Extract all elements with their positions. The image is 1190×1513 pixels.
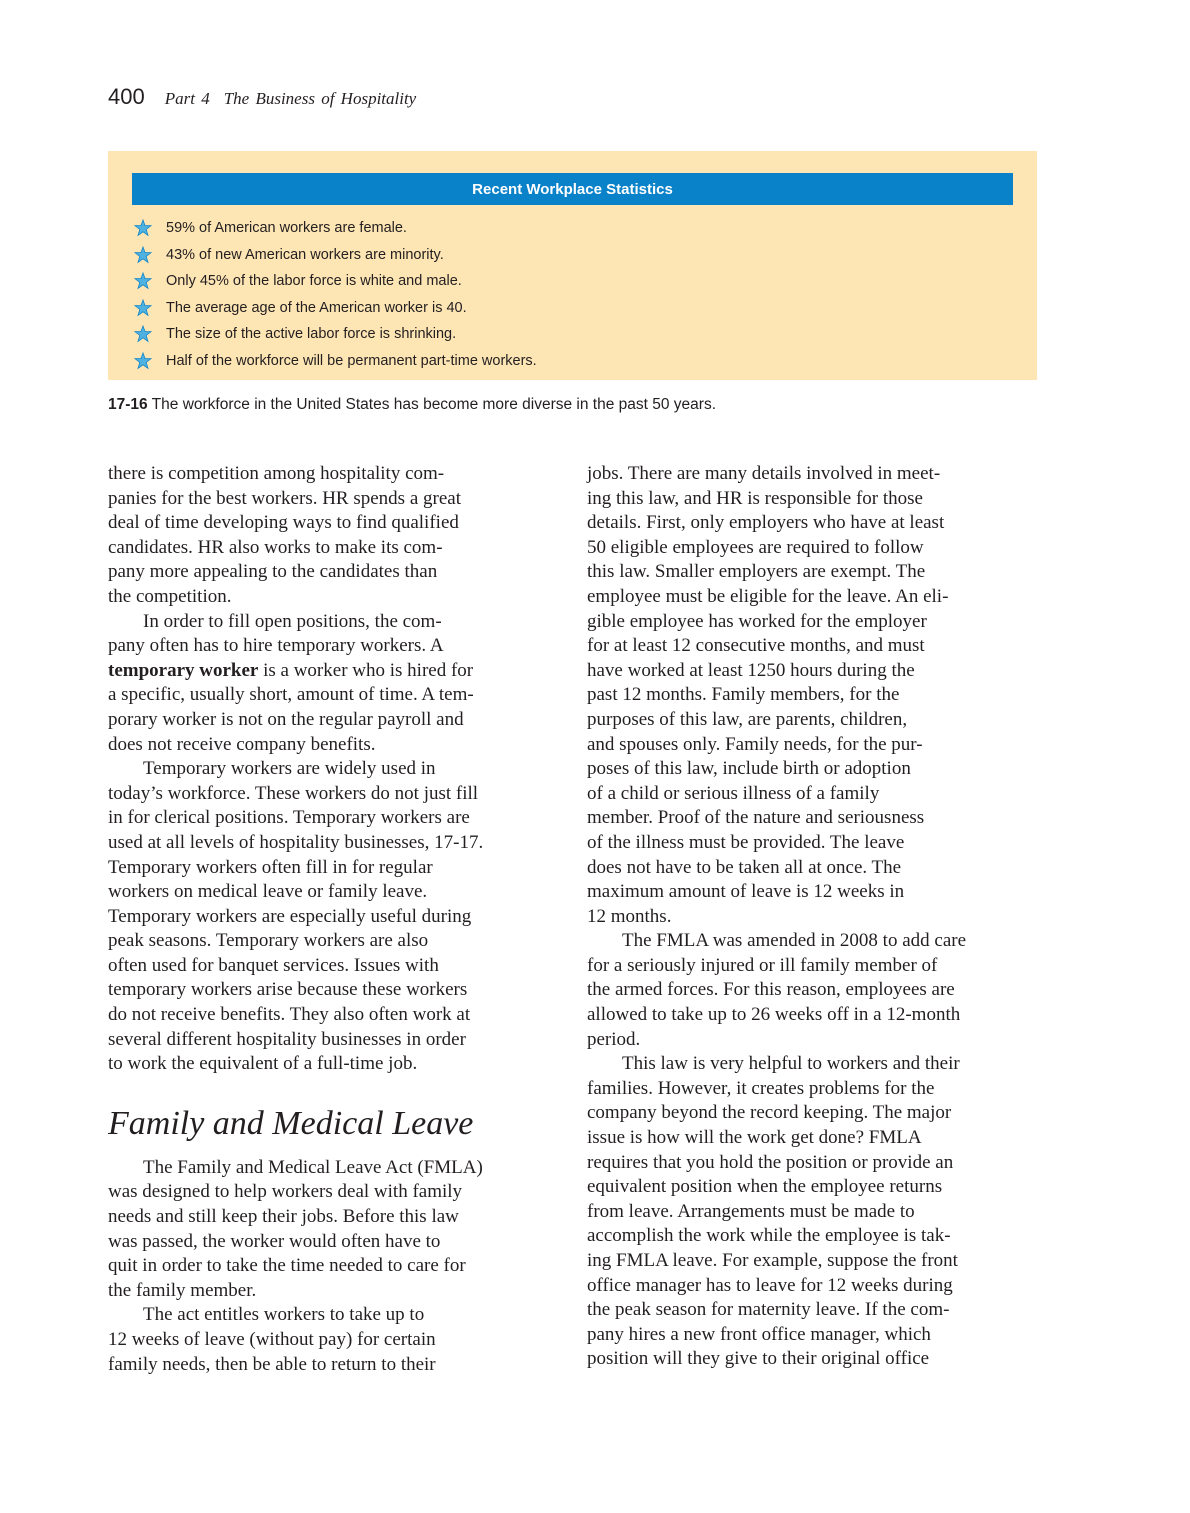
text-line: period. — [587, 1028, 641, 1050]
text-line: ing this law, and HR is responsible for those — [587, 487, 923, 509]
text-line: panies for the best workers. HR spends a great — [108, 487, 461, 509]
text-line: for at least 12 consecutive months, and must — [587, 635, 925, 657]
text-line: temporary workers arise because these workers — [108, 979, 468, 1001]
text-line: the armed forces. For this reason, employees are — [587, 979, 955, 1001]
text-line: maximum amount of leave is 12 weeks in — [587, 881, 905, 903]
paragraph — [108, 1303, 553, 1377]
text-line: accomplish the work while the employee is tak- — [587, 1225, 951, 1247]
list-item — [134, 295, 537, 322]
text-line: gible employee has worked for the employer — [587, 610, 927, 632]
star-icon — [134, 219, 152, 237]
statistic-text: The average age of the American worker is 40. — [166, 299, 467, 316]
text-line: and spouses only. Family needs, for the pur- — [587, 733, 923, 755]
text-line: was designed to help workers deal with family — [108, 1181, 463, 1203]
text-line: workers on medical leave or family leave. — [108, 881, 428, 903]
text-line: pany often has to hire temporary workers. A — [108, 635, 444, 657]
text-line: member. Proof of the nature and seriousness — [587, 807, 925, 829]
text-line: employee must be eligible for the leave. An eli- — [587, 585, 949, 607]
text-line: needs and still keep their jobs. Before this law — [108, 1206, 459, 1228]
text-line: a specific, usually short, amount of time. A tem- — [108, 684, 474, 706]
text-line: for a seriously injured or ill family member of — [587, 954, 938, 976]
page-number: 400 — [108, 84, 145, 109]
list-item — [134, 268, 537, 295]
paragraph — [587, 1052, 1039, 1372]
paragraph — [108, 1156, 553, 1304]
text-line: the family member. — [108, 1279, 257, 1301]
star-icon — [134, 299, 152, 317]
statistic-text: Only 45% of the labor force is white and male. — [166, 273, 462, 290]
paragraph — [108, 757, 553, 1077]
statistic-text: Half of the workforce will be permanent part-time workers. — [166, 352, 537, 369]
text-line: deal of time developing ways to find qualified — [108, 512, 459, 534]
text-line: poses of this law, include birth or adoption — [587, 758, 911, 780]
part-label: Part 4 — [164, 89, 210, 108]
text-line: past 12 months. Family members, for the — [587, 684, 900, 706]
text-line: candidates. HR also works to make its com- — [108, 536, 443, 558]
text-line: families. However, it creates problems for the — [587, 1077, 935, 1099]
text-line: does not have to be taken all at once. The — [587, 856, 902, 878]
text-line: there is competition among hospitality com- — [108, 463, 445, 484]
list-item — [134, 242, 537, 269]
star-icon — [134, 325, 152, 343]
list-item — [134, 348, 537, 375]
paragraph — [587, 929, 1039, 1052]
text-line: of a child or serious illness of a family — [587, 782, 880, 804]
text-line: used at all levels of hospitality businesses, 17-17. — [108, 831, 484, 853]
text-line: the peak season for maternity leave. If the com- — [587, 1299, 950, 1321]
text-line: allowed to take up to 26 weeks off in a 12-month — [587, 1004, 961, 1026]
text-line: pany hires a new front office manager, which — [587, 1323, 931, 1345]
text-line: from leave. Arrangements must be made to — [587, 1200, 915, 1222]
text-line: office manager has to leave for 12 weeks during — [587, 1274, 953, 1296]
text-line: The act entitles workers to take up to — [143, 1304, 425, 1326]
text-line: was passed, the worker would often have to — [108, 1230, 441, 1252]
section-heading: Family and Medical Leave — [108, 1104, 474, 1142]
list-item — [134, 321, 537, 348]
text-line: to work the equivalent of a full-time job. — [108, 1053, 418, 1075]
text-line: 50 eligible employees are required to follow — [587, 536, 924, 558]
list-item — [134, 215, 537, 242]
text-line: does not receive company benefits. — [108, 733, 376, 755]
page-header — [108, 84, 416, 114]
left-column — [108, 462, 553, 1377]
text-line: quit in order to take the time needed to care for — [108, 1255, 466, 1277]
text-line: The Family and Medical Leave Act (FMLA) — [143, 1156, 483, 1178]
text-line: peak seasons. Temporary workers are also — [108, 930, 429, 952]
text-line: The FMLA was amended in 2008 to add care — [622, 930, 967, 952]
text-line: ing FMLA leave. For example, suppose the front — [587, 1250, 958, 1271]
text-line: requires that you hold the position or provide an — [587, 1151, 954, 1173]
text-line: today’s workforce. These workers do not just fill — [108, 782, 479, 804]
text-line: 12 weeks of leave (without pay) for certain — [108, 1329, 436, 1350]
key-term: temporary worker — [108, 659, 259, 681]
statistic-text: 59% of American workers are female. — [166, 220, 407, 237]
text-line: this law. Smaller employers are exempt. The — [587, 561, 926, 583]
text-line: issue is how will the work get done? FMLA — [587, 1127, 922, 1149]
text-line: several different hospitality businesses in order — [108, 1028, 466, 1050]
text-line: company beyond the record keeping. The major — [587, 1102, 952, 1124]
text-line: of the illness must be provided. The leave — [587, 831, 905, 853]
text-line: details. First, only employers who have at least — [587, 512, 945, 534]
figure-number: 17-16 — [108, 396, 148, 413]
statistics-list — [134, 215, 537, 374]
text-line: position will they give to their original office — [587, 1348, 930, 1370]
figure-box — [108, 151, 1037, 380]
text-line: purposes of this law, are parents, children, — [587, 708, 908, 730]
text-line — [108, 659, 553, 684]
text-line: jobs. There are many details involved in meet- — [587, 463, 941, 484]
text-line: porary worker is not on the regular payroll and — [108, 708, 464, 730]
star-icon — [134, 352, 152, 370]
text-line: In order to fill open positions, the com- — [143, 610, 442, 632]
part-title: The Business of Hospitality — [223, 89, 417, 108]
running-head — [165, 89, 417, 109]
text-line: Temporary workers are especially useful during — [108, 905, 472, 927]
text-line: equivalent position when the employee returns — [587, 1176, 943, 1198]
text-line: family needs, then be able to return to their — [108, 1353, 436, 1375]
text-line: have worked at least 1250 hours during the — [587, 659, 915, 681]
text-line: This law is very helpful to workers and their — [622, 1053, 960, 1075]
right-column — [587, 462, 1039, 1372]
caption-text: The workforce in the United States has become more diverse in the past 50 years. — [147, 396, 716, 413]
text-line: the competition. — [108, 585, 232, 607]
figure-title: Recent Workplace Statistics — [132, 173, 1013, 205]
star-icon — [134, 272, 152, 290]
text-line: in for clerical positions. Temporary workers are — [108, 807, 470, 829]
paragraph — [108, 610, 553, 758]
text-line: Temporary workers are widely used in — [143, 758, 436, 780]
paragraph — [108, 462, 553, 610]
text-line: do not receive benefits. They also often work at — [108, 1004, 471, 1026]
text-line: pany more appealing to the candidates than — [108, 561, 438, 583]
paragraph — [587, 462, 1039, 929]
text-line: often used for banquet services. Issues with — [108, 954, 439, 976]
text-span: is a worker who is hired for — [258, 659, 474, 681]
statistic-text: 43% of new American workers are minority. — [166, 246, 444, 263]
text-line: 12 months. — [587, 905, 672, 927]
figure-caption — [108, 396, 716, 414]
statistic-text: The size of the active labor force is shrinking. — [166, 326, 457, 343]
text-line: Temporary workers often fill in for regular — [108, 856, 433, 878]
star-icon — [134, 246, 152, 264]
